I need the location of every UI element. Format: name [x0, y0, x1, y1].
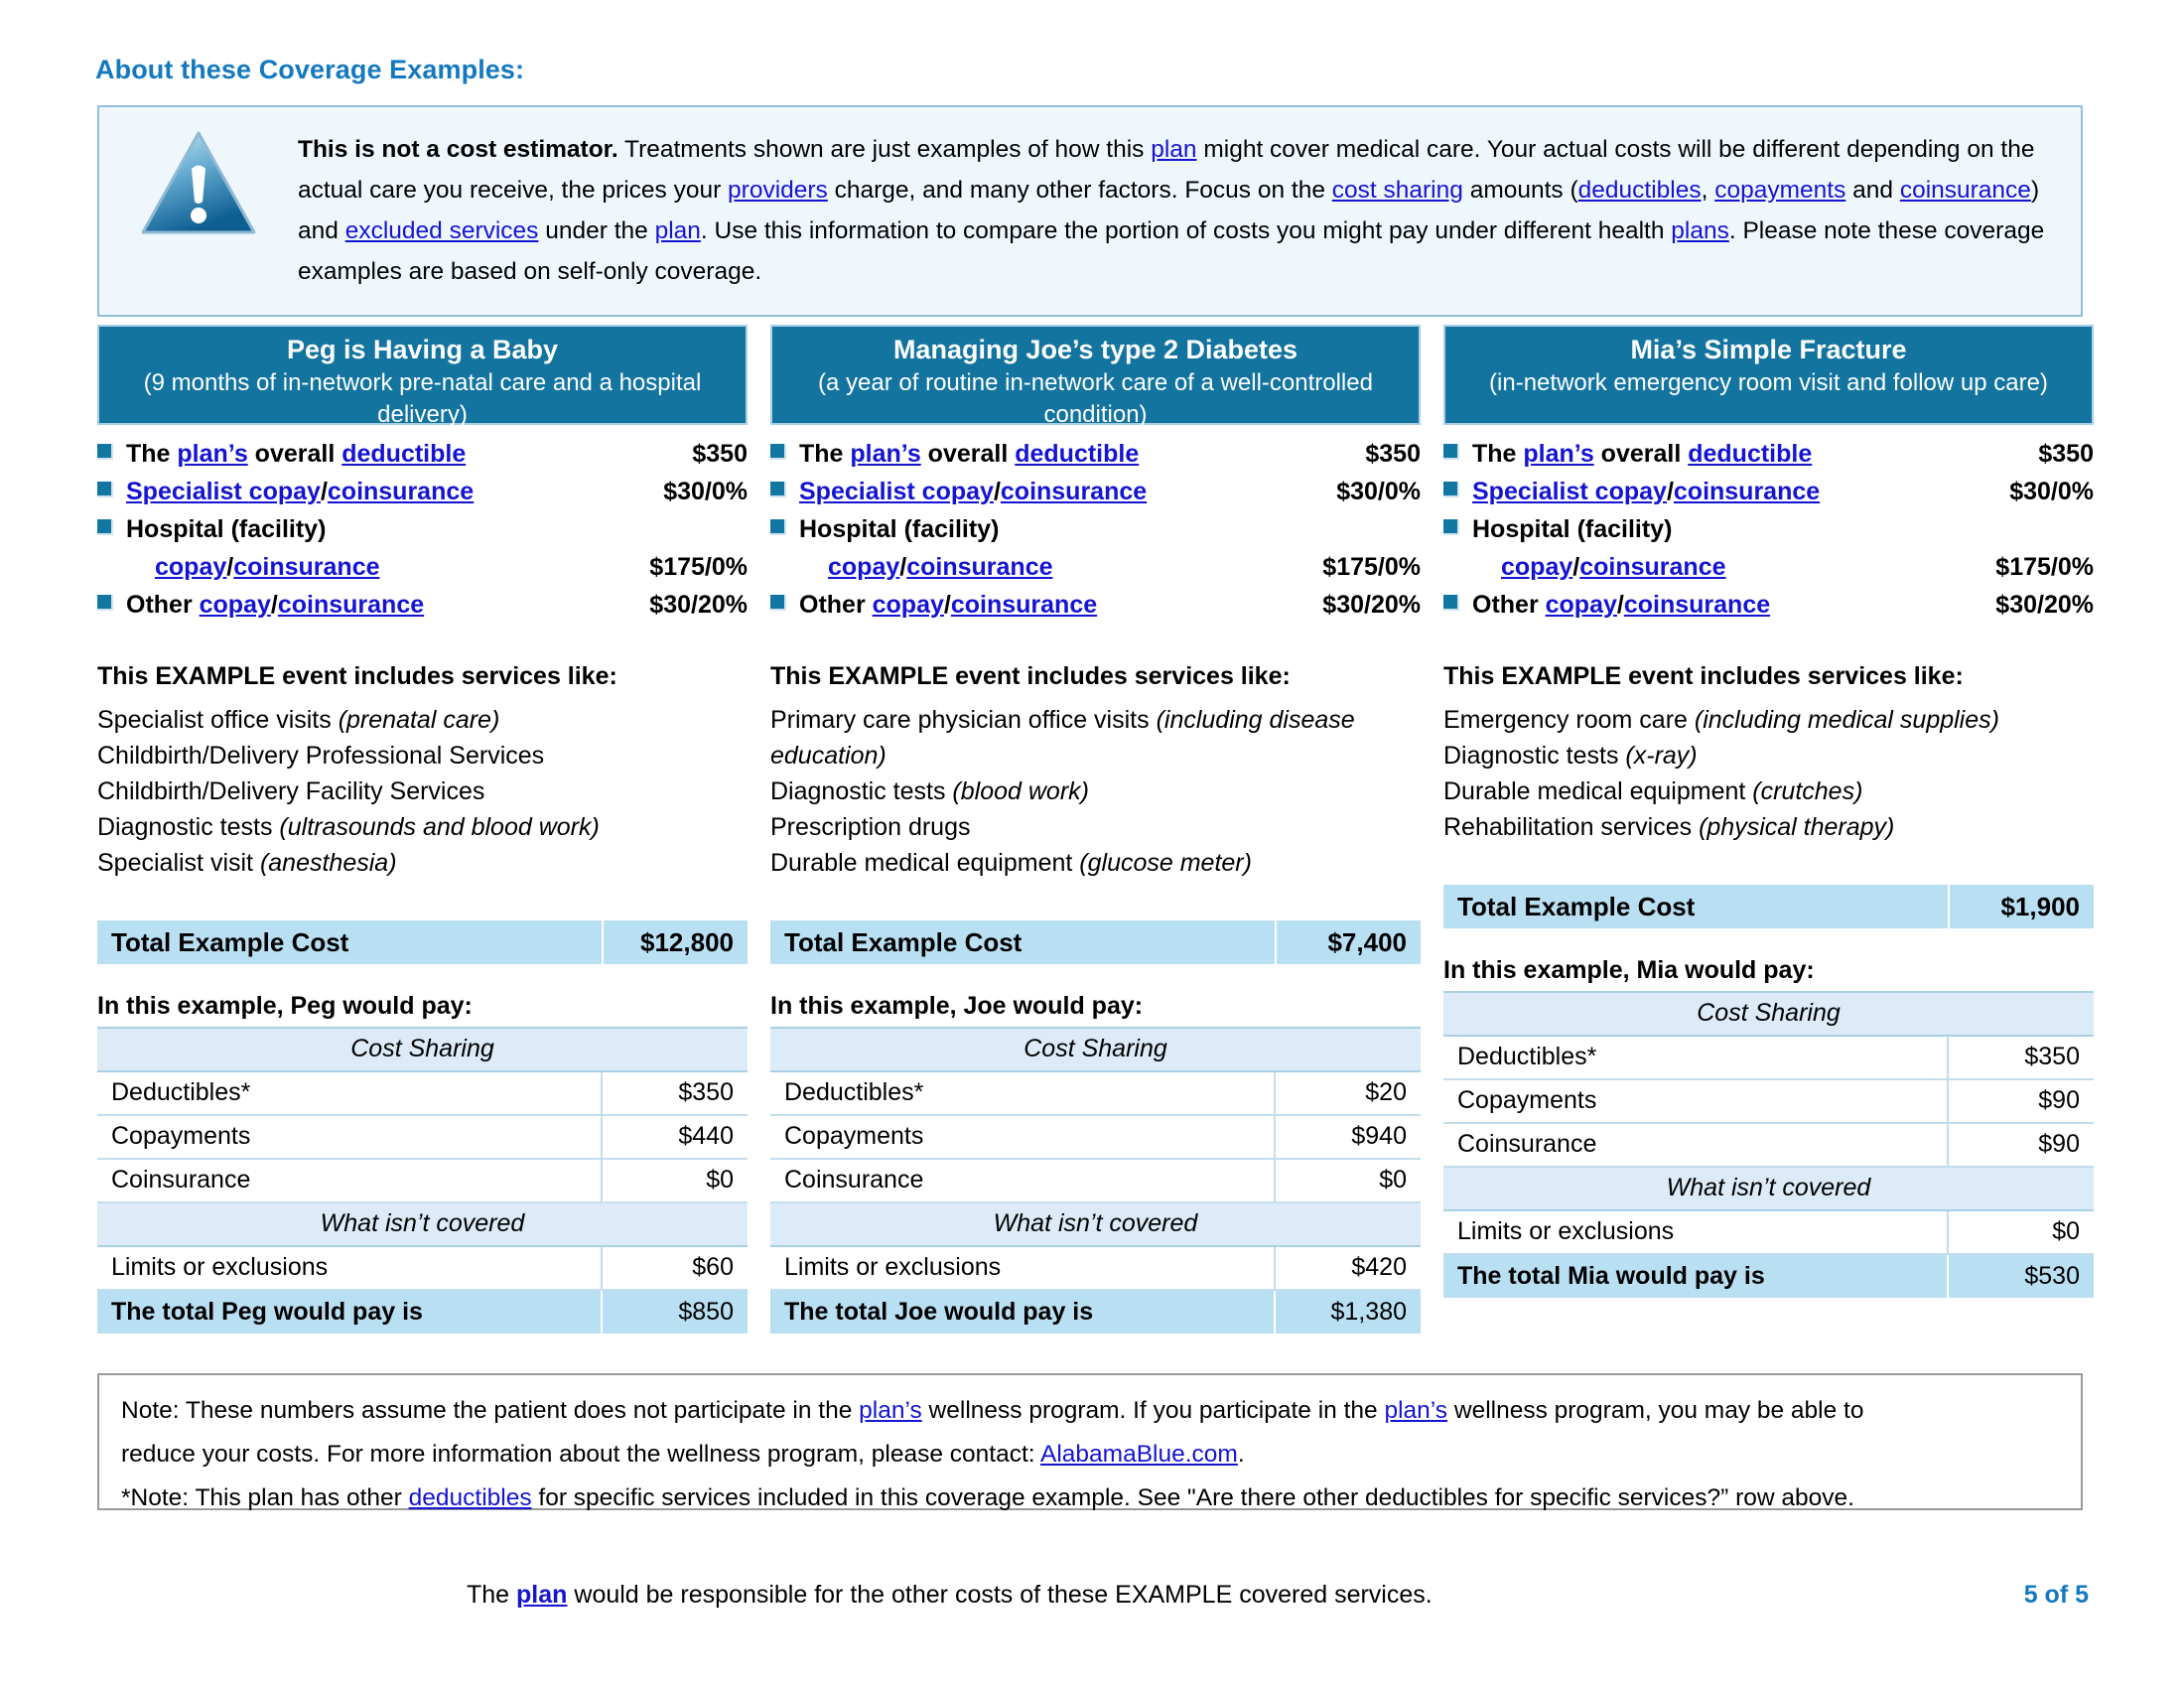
- cost-detail-prefix: Other: [126, 591, 200, 619]
- table-row: [770, 1159, 1421, 1202]
- square-bullet-icon: [1443, 482, 1459, 497]
- cost-detail-label: [126, 510, 736, 548]
- table-cell-value: $420: [1275, 1246, 1421, 1290]
- cost-detail-mid: overall: [1593, 440, 1689, 468]
- service-item: Rehabilitation services (physical therapy): [1443, 813, 1895, 841]
- bottom-note-line-2: [121, 1433, 2059, 1477]
- cost-detail-prefix: Other: [799, 591, 873, 619]
- grand-total-label: The total Joe would pay is: [770, 1290, 1275, 1334]
- square-bullet-icon: [1443, 444, 1459, 460]
- grand-total-value: $530: [1948, 1254, 2094, 1298]
- column-subtitle: (9 months of in-network pre-natal care and a hospital delivery): [143, 369, 702, 428]
- link-coinsurance[interactable]: coinsurance: [1673, 478, 1821, 505]
- service-item-detail: (including medical supplies): [1694, 706, 1999, 734]
- link-specialist[interactable]: Specialist: [799, 478, 922, 505]
- link-coinsurance[interactable]: coinsurance: [1579, 553, 1726, 581]
- table-row: [770, 1246, 1421, 1290]
- link-plan-2[interactable]: plan: [654, 217, 701, 244]
- link-coinsurance[interactable]: coinsurance: [277, 591, 425, 619]
- link-coinsurance[interactable]: coinsurance: [1623, 591, 1771, 619]
- grand-total-value: $850: [602, 1290, 748, 1334]
- link-coinsurance[interactable]: coinsurance: [233, 553, 380, 581]
- table-row: [770, 1115, 1421, 1159]
- link-deductibles-note[interactable]: deductibles: [408, 1484, 532, 1511]
- cost-detail-row: [1443, 510, 2094, 548]
- table-row: [1443, 1210, 2094, 1254]
- link-copay[interactable]: copay: [1594, 478, 1667, 505]
- note-l3-a: *Note: This plan has other: [121, 1484, 409, 1511]
- cost-detail-list: [97, 435, 748, 624]
- service-item: Emergency room care (including medical supplies): [1443, 706, 1999, 734]
- notice-line2-a: different depending on the actual care you receive, the prices your: [298, 136, 2035, 204]
- total-example-cost-label: Total Example Cost: [784, 926, 1023, 957]
- table-row: [1443, 1036, 2094, 1079]
- warning-triangle-icon: [99, 107, 298, 238]
- column-subtitle: (a year of routine in-network care of a well-controlled condition): [818, 369, 1373, 428]
- notice-line3-e: under the: [538, 217, 655, 244]
- services-list: [770, 702, 1421, 881]
- note-l1-c: wellness program, you may be able to: [1447, 1397, 1864, 1424]
- table-row: [97, 1115, 748, 1159]
- note-l3-b: for specific services included in this coverage example. See "Are there other deductibles for specific services?” row above.: [531, 1484, 1854, 1511]
- cost-detail-row: [97, 510, 748, 548]
- cost-detail-label: [126, 435, 680, 473]
- square-bullet-icon: [1443, 595, 1459, 611]
- link-plans[interactable]: plan’s: [1523, 440, 1594, 468]
- table-cell-label: Coinsurance: [97, 1159, 602, 1202]
- cost-detail-value: $350: [2038, 440, 2094, 468]
- total-example-cost-row: [1443, 885, 2094, 928]
- not-covered-section-header: [1443, 1167, 2094, 1210]
- cost-detail-mid: overall: [920, 440, 1016, 468]
- table-row: [97, 1246, 748, 1290]
- table-row: [1443, 1123, 2094, 1167]
- footer-text: [467, 1581, 1433, 1610]
- link-plans[interactable]: plan’s: [177, 440, 248, 468]
- column-header: [97, 325, 748, 428]
- not-covered-section-header: [770, 1202, 1421, 1246]
- table-cell-value: $350: [1948, 1036, 2094, 1079]
- cost-sharing-table: [97, 1027, 748, 1334]
- cost-detail-label: [799, 435, 1353, 473]
- not-covered-header-label: What isn’t covered: [770, 1202, 1421, 1246]
- table-cell-value: $0: [602, 1159, 748, 1202]
- coverage-example-column: [1443, 325, 2094, 1334]
- service-item: Specialist visit (anesthesia): [97, 849, 397, 877]
- link-coinsurance[interactable]: coinsurance: [906, 553, 1053, 581]
- footer-b: would be responsible for the other costs of these EXAMPLE covered services.: [567, 1581, 1433, 1609]
- square-bullet-icon: [770, 519, 786, 535]
- bottom-note-line-3: [121, 1477, 2059, 1520]
- service-item-detail: (prenatal care): [338, 706, 500, 734]
- bottom-note-box: [97, 1373, 2083, 1510]
- table-cell-label: Coinsurance: [1443, 1123, 1948, 1167]
- cost-detail-label: [126, 548, 637, 586]
- table-cell-label: Limits or exclusions: [1443, 1210, 1948, 1254]
- grand-total-label: The total Mia would pay is: [1443, 1254, 1948, 1298]
- cost-detail-value: $30/0%: [2009, 478, 2094, 505]
- notice-text: [298, 107, 2081, 292]
- services-list: [1443, 702, 2094, 845]
- cost-detail-prefix: The: [1472, 440, 1524, 468]
- total-example-cost-label: Total Example Cost: [1457, 891, 1696, 921]
- table-cell-value: $90: [1948, 1123, 2094, 1167]
- cost-detail-list: [1443, 435, 2094, 624]
- note-l2-b: .: [1237, 1441, 1245, 1468]
- services-title: This EXAMPLE event includes services like:: [1443, 662, 1964, 690]
- link-plan[interactable]: plan: [1151, 136, 1197, 163]
- cost-detail-label: [799, 586, 1310, 624]
- link-coinsurance[interactable]: coinsurance: [327, 478, 475, 505]
- column-title: Peg is Having a Baby: [286, 335, 559, 364]
- table-row: [770, 1071, 1421, 1115]
- link-deductible[interactable]: deductible: [1688, 440, 1813, 468]
- cost-sharing-header-label: Cost Sharing: [770, 1028, 1421, 1071]
- cost-detail-list: [770, 435, 1421, 624]
- service-item-detail: (anesthesia): [259, 849, 397, 877]
- service-item: Diagnostic tests (ultrasounds and blood work): [97, 813, 600, 841]
- notice-bold-lead: This is not a cost estimator.: [298, 136, 618, 163]
- square-bullet-icon: [97, 519, 113, 535]
- link-plans-wellness-1[interactable]: plan’s: [859, 1397, 922, 1424]
- link-plans[interactable]: plans: [1671, 217, 1729, 244]
- table-cell-value: $0: [1948, 1210, 2094, 1254]
- table-cell-value: $940: [1275, 1115, 1421, 1159]
- service-item-detail: (including disease education): [770, 706, 1355, 770]
- table-cell-value: $0: [1275, 1159, 1421, 1202]
- cost-sharing-header-label: Cost Sharing: [1443, 992, 2094, 1036]
- notice-line3-d: ) and: [298, 177, 2040, 244]
- cost-detail-prefix: Other: [1472, 591, 1546, 619]
- cost-detail-value: $175/0%: [649, 553, 748, 581]
- table-cell-label: Deductibles*: [1443, 1036, 1948, 1079]
- cost-detail-value: $175/0%: [1322, 553, 1421, 581]
- link-plan-footer[interactable]: plan: [516, 1581, 568, 1609]
- square-bullet-icon: [1443, 519, 1459, 535]
- table-cell-label: Limits or exclusions: [770, 1246, 1275, 1290]
- cost-sharing-section-header: [770, 1028, 1421, 1071]
- cost-detail-sep: /: [943, 591, 951, 619]
- service-item: Primary care physician office visits (including disease education): [770, 706, 1355, 770]
- services-title: This EXAMPLE event includes services like:: [770, 662, 1291, 690]
- square-bullet-icon: [770, 444, 786, 460]
- cost-detail-sep: /: [1572, 553, 1580, 581]
- column-header: [770, 325, 1421, 428]
- link-copay[interactable]: copay: [1545, 591, 1617, 619]
- cost-detail-label: [1472, 435, 2026, 473]
- link-copay[interactable]: copay: [828, 553, 900, 581]
- cost-detail-row: [97, 473, 748, 510]
- cost-detail-prefix: Hospital (facility): [126, 515, 327, 543]
- notice-box: [97, 105, 2083, 317]
- cost-detail-value: $30/20%: [1995, 591, 2094, 619]
- total-example-cost-row: [97, 920, 748, 964]
- cost-detail-sep: /: [320, 478, 328, 505]
- table-cell-value: $350: [602, 1071, 748, 1115]
- cost-detail-row: [1443, 473, 2094, 510]
- cost-detail-row: [1443, 435, 2094, 473]
- services-list: [97, 702, 748, 881]
- square-bullet-icon: [770, 482, 786, 497]
- cost-detail-value: $30/20%: [649, 591, 748, 619]
- link-coinsurance[interactable]: coinsurance: [950, 591, 1098, 619]
- cost-detail-row: [97, 586, 748, 624]
- cost-detail-row: [97, 435, 748, 473]
- cost-detail-sep: /: [993, 478, 1001, 505]
- link-specialist[interactable]: Specialist: [126, 478, 249, 505]
- cost-detail-row: [97, 548, 748, 586]
- link-plans-wellness-2[interactable]: plan’s: [1384, 1397, 1448, 1424]
- cost-detail-sep: /: [226, 553, 234, 581]
- service-item-detail: (glucose meter): [1079, 849, 1252, 877]
- cost-sharing-section-header: [97, 1028, 748, 1071]
- total-example-cost-label: Total Example Cost: [111, 926, 349, 957]
- grand-total-label: The total Peg would pay is: [97, 1290, 602, 1334]
- link-copay[interactable]: copay: [248, 478, 321, 505]
- link-deductible[interactable]: deductible: [1015, 440, 1140, 468]
- link-providers[interactable]: providers: [728, 177, 828, 204]
- cost-detail-label: [1472, 473, 1997, 510]
- would-pay-caption: In this example, Joe would pay:: [770, 992, 1144, 1020]
- cost-detail-prefix: Hospital (facility): [1472, 515, 1673, 543]
- link-copay[interactable]: copay: [199, 591, 271, 619]
- table-cell-label: Copayments: [1443, 1079, 1948, 1123]
- cost-detail-row: [770, 435, 1421, 473]
- notice-line3-f: . Use this information to compare the portion of: [700, 217, 1207, 244]
- cost-detail-value: $30/0%: [1336, 478, 1421, 505]
- notice-line3-b: ,: [1701, 177, 1715, 204]
- notice-line1-tail: might cover medical care. Your actual costs will be: [1196, 136, 1746, 163]
- cost-detail-label: [799, 473, 1324, 510]
- total-example-cost-row: [770, 920, 1421, 964]
- table-cell-label: Copayments: [97, 1115, 602, 1159]
- cost-detail-label: [1472, 510, 2082, 548]
- cost-detail-prefix: The: [126, 440, 178, 468]
- square-bullet-icon: [97, 444, 113, 460]
- notice-line4-b: . Please note these coverage examples are based on self-only coverage.: [298, 217, 2045, 285]
- grand-total-row: [97, 1290, 748, 1334]
- service-item-detail: (ultrasounds and blood work): [279, 813, 600, 841]
- total-example-cost-value: $12,800: [602, 920, 748, 964]
- notice-line4-a: costs you might pay under different health: [1213, 217, 1672, 244]
- notice-line3-a: amounts (: [1469, 177, 1578, 204]
- cost-sharing-table: [1443, 991, 2094, 1298]
- table-row: [97, 1159, 748, 1202]
- notice-line1-rest: Treatments shown are just examples of how this: [617, 136, 1152, 163]
- link-coinsurance[interactable]: coinsurance: [1899, 177, 2031, 204]
- service-item: Durable medical equipment (crutches): [1443, 777, 1863, 805]
- table-cell-label: Copayments: [770, 1115, 1275, 1159]
- link-copay[interactable]: copay: [921, 478, 994, 505]
- link-deductible[interactable]: deductible: [341, 440, 467, 468]
- service-item-detail: (blood work): [952, 777, 1089, 805]
- coverage-example-columns: [97, 325, 2093, 1334]
- service-item-detail: (x-ray): [1625, 742, 1698, 770]
- square-bullet-icon: [97, 482, 113, 497]
- service-item: Durable medical equipment (glucose meter): [770, 849, 1252, 877]
- cost-detail-row: [770, 473, 1421, 510]
- service-item: Specialist office visits (prenatal care): [97, 706, 500, 734]
- cost-sharing-table: [770, 1027, 1421, 1334]
- link-specialist[interactable]: Specialist: [1472, 478, 1595, 505]
- coverage-example-column: [770, 325, 1421, 1334]
- cost-detail-prefix: Hospital (facility): [799, 515, 1000, 543]
- cost-detail-value: $30/20%: [1322, 591, 1421, 619]
- cost-detail-prefix: The: [799, 440, 851, 468]
- cost-detail-mid: overall: [247, 440, 342, 468]
- column-title: Managing Joe’s type 2 Diabetes: [892, 335, 1298, 364]
- cost-detail-label: [1472, 586, 1983, 624]
- service-item: Childbirth/Delivery Professional Services: [97, 742, 545, 770]
- coverage-example-column: [97, 325, 748, 1334]
- cost-detail-value: $350: [1365, 440, 1421, 468]
- link-deductibles[interactable]: deductibles: [1577, 177, 1702, 204]
- total-example-cost-value: $1,900: [1948, 885, 2094, 928]
- cost-detail-sep: /: [899, 553, 907, 581]
- cost-detail-sep: /: [1666, 478, 1674, 505]
- note-l2-a: reduce your costs. For more information about the wellness program, please contact:: [121, 1441, 1041, 1468]
- table-cell-value: $20: [1275, 1071, 1421, 1115]
- column-header: [1443, 325, 2094, 425]
- cost-detail-label: [799, 510, 1409, 548]
- not-covered-header-label: What isn’t covered: [1443, 1167, 2094, 1210]
- cost-detail-value: $175/0%: [1995, 553, 2094, 581]
- table-cell-label: Deductibles*: [97, 1071, 602, 1115]
- table-cell-value: $440: [602, 1115, 748, 1159]
- cost-detail-sep: /: [270, 591, 278, 619]
- note-l1-a: Note: These numbers assume the patient does not participate in the: [121, 1397, 860, 1424]
- service-item: Diagnostic tests (blood work): [770, 777, 1089, 805]
- cost-sharing-header-label: Cost Sharing: [97, 1028, 748, 1071]
- link-copay[interactable]: copay: [1501, 553, 1573, 581]
- square-bullet-icon: [770, 595, 786, 611]
- link-copay[interactable]: copay: [155, 553, 227, 581]
- cost-detail-row: [1443, 586, 2094, 624]
- square-bullet-icon: [97, 595, 113, 611]
- service-item: Childbirth/Delivery Facility Services: [97, 777, 485, 805]
- bottom-note-line-1: [121, 1389, 2059, 1433]
- table-cell-label: Deductibles*: [770, 1071, 1275, 1115]
- grand-total-value: $1,380: [1275, 1290, 1421, 1334]
- link-alabamablue[interactable]: AlabamaBlue.com: [1040, 1441, 1238, 1468]
- grand-total-row: [770, 1290, 1421, 1334]
- cost-detail-value: $350: [692, 440, 748, 468]
- cost-detail-row: [1443, 548, 2094, 586]
- cost-detail-label: [126, 586, 637, 624]
- total-example-cost-value: $7,400: [1275, 920, 1421, 964]
- column-title: Mia’s Simple Fracture: [1630, 335, 1907, 364]
- services-title: This EXAMPLE event includes services like:: [97, 662, 617, 690]
- cost-sharing-section-header: [1443, 992, 2094, 1036]
- link-copay[interactable]: copay: [872, 591, 944, 619]
- link-cost-sharing[interactable]: cost sharing: [1331, 177, 1463, 204]
- cost-detail-label: [799, 548, 1310, 586]
- not-covered-section-header: [97, 1202, 748, 1246]
- link-plans[interactable]: plan’s: [850, 440, 921, 468]
- cost-detail-sep: /: [1616, 591, 1624, 619]
- table-row: [1443, 1079, 2094, 1123]
- service-item-detail: (physical therapy): [1699, 813, 1895, 841]
- link-excluded-services[interactable]: excluded services: [344, 217, 539, 244]
- cost-detail-row: [770, 510, 1421, 548]
- cost-detail-label: [1472, 548, 1983, 586]
- not-covered-header-label: What isn’t covered: [97, 1202, 748, 1246]
- grand-total-row: [1443, 1254, 2094, 1298]
- cost-detail-row: [770, 586, 1421, 624]
- footer-a: The: [467, 1581, 517, 1609]
- would-pay-caption: In this example, Mia would pay:: [1443, 956, 1815, 984]
- notice-line3-c: and: [1845, 177, 1900, 204]
- column-subtitle: (in-network emergency room visit and follow up care): [1489, 369, 2048, 396]
- notice-line2-b: charge, and many other factors. Focus on the: [827, 177, 1332, 204]
- link-copayments[interactable]: copayments: [1714, 177, 1846, 204]
- table-cell-label: Limits or exclusions: [97, 1246, 602, 1290]
- service-item-detail: (crutches): [1752, 777, 1863, 805]
- service-item: Prescription drugs: [770, 813, 971, 841]
- service-item: Diagnostic tests (x-ray): [1443, 742, 1698, 770]
- table-cell-value: $90: [1948, 1079, 2094, 1123]
- table-cell-label: Coinsurance: [770, 1159, 1275, 1202]
- cost-detail-label: [126, 473, 651, 510]
- page-number: 5 of 5: [2023, 1581, 2089, 1609]
- table-cell-value: $60: [602, 1246, 748, 1290]
- table-row: [97, 1071, 748, 1115]
- would-pay-caption: In this example, Peg would pay:: [97, 992, 473, 1020]
- cost-detail-row: [770, 548, 1421, 586]
- page-title: About these Coverage Examples:: [95, 55, 525, 84]
- note-l1-b: wellness program. If you participate in the: [921, 1397, 1385, 1424]
- cost-detail-value: $30/0%: [663, 478, 748, 505]
- link-coinsurance[interactable]: coinsurance: [1000, 478, 1148, 505]
